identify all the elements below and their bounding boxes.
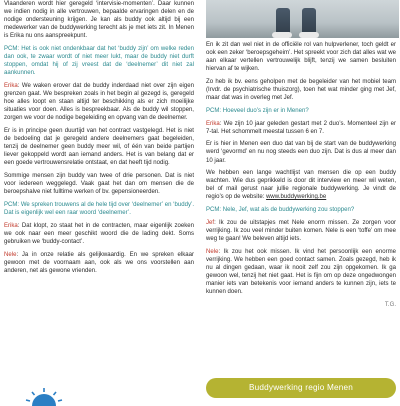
photo-shoe	[299, 32, 319, 38]
answer	[206, 120, 396, 136]
answer-text: : Dat klopt, zo staat het in de contracten, maar eigenlijk zoeken we ook naar een meer geschikt woord die de lading dekt. Soms gebruiken we ‘buddy-contact’.	[4, 222, 194, 245]
left-column	[4, 0, 194, 280]
answer	[206, 248, 396, 297]
signature: T.G.	[384, 301, 396, 308]
answer-text: : We waken erover dat de buddy inderdaad niet over zijn eigen grenzen gaat. We bespreken zoals in het begin al gezegd is, geregeld hoe alles loopt en staan altijd ter beschikking als er zich moeilijke situaties voor doen. Alles is bespreekbaar. Als de buddy wil stoppen, zorgen we voor de nodige begeleiding en opvang van de deelnemer.	[4, 83, 194, 122]
right-column	[206, 0, 396, 309]
answer-text: : Ik zou de uitstapjes met Nele enorm missen. Ze zorgen voor verrijking. Ik zou veel minder buiten komen. Nele is een ‘toffe’ om mee weg te gaan! We beleven altijd iets.	[206, 219, 396, 243]
answer	[4, 82, 194, 122]
region-badge: Buddywerking regio Menen	[206, 378, 396, 398]
answer-text: : We zijn 10 jaar geleden gestart met 2 duo’s. Momenteel zijn er 7-tal. Het schommelt meestal tussen 6 en 7.	[206, 120, 396, 135]
paragraph: Er is in principe geen duurtijd van het contract vastgelegd. Het is niet de bedoeling dat je geregeld andere deelnemers gaat begeleiden, tenzij de deelnemer geen buddy meer wil, of één van beide partijen liever gekoppeld wordt aan iemand anders. Het is van belang dat er een goede vertrouwensrelatie ontstaat, en dat heeft tijd nodig.	[4, 128, 194, 167]
speaker-name: Erika	[4, 83, 18, 90]
answer-text: : Ja in onze relatie als gelijkwaardig. En we spreken elkaar gewoon met de voornaam aan, ook als we ons voorstellen aan anderen, net als gewone vrienden.	[4, 251, 194, 274]
paragraph: En ik zit dan wel niet in de officiële rol van hulpverlener, toch geldt er ook een zeker ‘beroepsgeheim’. Het spreekt voor zich dat alles wat we aan elkaar vertellen vertrouwelijk blijft, tenzij we samen besluiten hiervan af te wijken.	[206, 42, 396, 73]
paragraph	[206, 169, 396, 201]
question: PCM: Nele, Jef, wat als de buddywerking zou stoppen?	[206, 207, 355, 214]
question: PCM: Hoeveel duo’s zijn er in Menen?	[206, 107, 309, 114]
paragraph: Sommige mensen zijn buddy van twee of drie personen. Dat is niet voor iedereen weggelegd. Vaak gaat het dan om mensen die de beroepshalve niet fulltime werken of bv. gepensioneerden.	[4, 173, 194, 196]
paragraph: Zo heb ik bv. eens geholpen met de begeleider van het mobiel team (Irvdr. de psychiatrische thuiszorg), toen het wat minder ging met Jef, maar dat was in overleg met Jef.	[206, 78, 396, 102]
answer	[4, 251, 194, 275]
logo-icon	[22, 386, 66, 406]
answer-text: : Ik zou het ook missen. Ik vind het persoonlijk een enorme verrijking. We hebben een goed contact samen. Zoals gezegd, heb ik nu al dingen gedaan, waar ik nooit zelf zou zijn opgekomen. Ik ga gewoon wel, tenzij het niet gaat. Het is fijn om op deze ongedwongen manier iets van betekenis voor iemand anders te kunnen zijn, iets te kunnen doen.	[206, 248, 396, 296]
website-link[interactable]: www.buddywerking.be	[266, 194, 327, 201]
answer	[4, 222, 194, 246]
speaker-name: Jef	[206, 219, 215, 226]
question: PCM: We spreken trouwens al de hele tijd over ‘deelnemer’ en ‘buddy’. Dat is eigenlijk wel een raar woord ‘deelnemer’.	[4, 202, 194, 217]
intro-paragraph: Vlaanderen wordt hier geregeld ‘intervisie-momenten’. Daar kunnen we indien nodig in alle vertrouwen, bepaalde ervaringen delen en de nodige ondersteuning krijgen. Je kan als buddy ook altijd bij een medewerker van de buddywerking terecht als je met iets zit. In Menen is Erika nu ons aanspreekpunt.	[4, 1, 194, 40]
speaker-name: Nele	[4, 251, 17, 258]
answer	[206, 219, 396, 243]
speaker-name: Nele	[206, 248, 219, 255]
photo-shoe	[272, 32, 292, 38]
speaker-name: Erika	[4, 222, 18, 229]
speaker-name: Erika	[206, 120, 220, 127]
paragraph-text: We hebben een lange wachtlijst van mensen die op een buddy wachten. Wie dus geprikkeld is door dit interview en meer wil weten, bel of mail gerust naar jullie regionale buddywerking. Je vindt de regio’s op de website:	[206, 170, 396, 201]
question: PCM: Het is ook niet ondenkbaar dat het ‘buddy zijn’ om welke reden dan ook, te zwaar wordt of niet meer lukt, maar de buddy niet durft stoppen, omdat hij of zij vreest dat de ‘deelnemer’ dit niet zal aankunnen.	[4, 46, 194, 77]
photo	[206, 0, 399, 38]
paragraph: Er is hier in Menen een duo dat van bij de start van de buddywerking werd ‘gevormd’ en nu nog steeds een duo zijn. Dat is dus al meer dan 10 jaar.	[206, 141, 396, 164]
